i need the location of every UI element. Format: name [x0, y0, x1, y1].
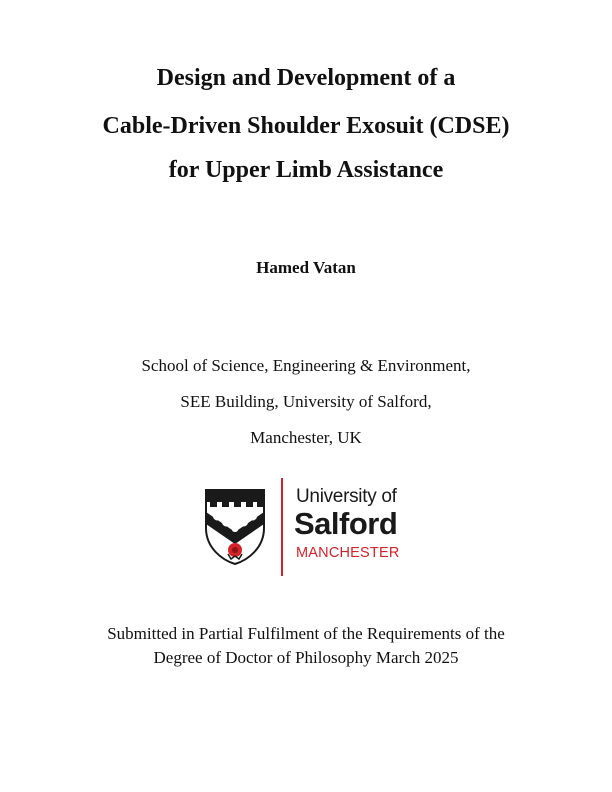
university-logo [200, 474, 420, 580]
affiliation-line-3: Manchester, UK [250, 428, 362, 447]
submission-line-1: Submitted in Partial Fulfilment of the Requirements of the [107, 624, 505, 643]
thesis-title-line-3: for Upper Limb Assistance [168, 157, 444, 183]
logo-salford: Salford [294, 506, 398, 541]
logo-manchester: MANCHESTER [296, 545, 400, 561]
thesis-title-line-1: Design and Development of a [156, 65, 456, 91]
affiliation-line-1: School of Science, Engineering & Environment, [141, 356, 471, 375]
author-name: Hamed Vatan [256, 258, 356, 277]
logo-university-of: University of [296, 486, 397, 507]
submission-line-2: Degree of Doctor of Philosophy March 2025 [153, 648, 459, 667]
affiliation-line-2: SEE Building, University of Salford, [180, 392, 432, 411]
thesis-title-line-2: Cable-Driven Shoulder Exosuit (CDSE) [102, 113, 510, 139]
logo-divider [281, 478, 283, 576]
crest-shield-icon [204, 488, 266, 566]
